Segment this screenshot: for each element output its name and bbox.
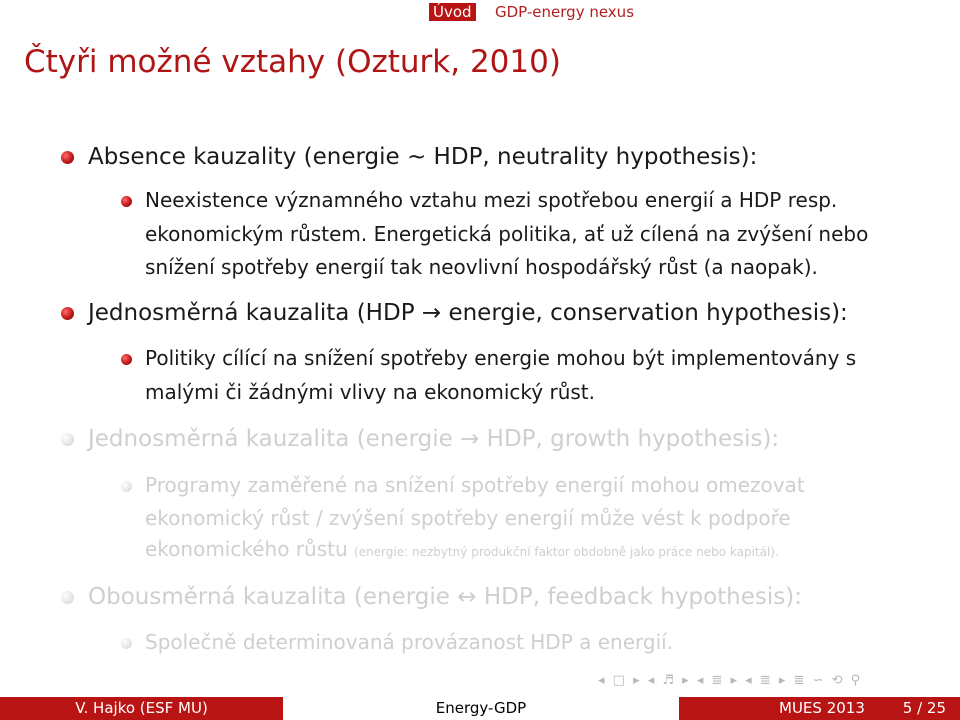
footer <box>0 697 960 720</box>
footer-title: Energy-GDP <box>283 697 679 720</box>
item-2-sub-line-1: Politiky cílící na snížení spotřeby energie mohou být implementovány s <box>145 346 857 370</box>
bullet-icon <box>61 591 74 604</box>
item-1-label: Absence kauzality (energie ∼ HDP, neutrality hypothesis): <box>88 144 758 170</box>
item-4-label: Obousměrná kauzalita (energie ↔ HDP, feedback hypothesis): <box>88 584 802 610</box>
item-3-label: Jednosměrná kauzalita (energie → HDP, growth hypothesis): <box>88 426 780 452</box>
sub-bullet-icon <box>121 638 132 649</box>
item-2-sub-line-2: malými či žádnými vlivy na ekonomický růst. <box>145 380 595 404</box>
sub-bullet-icon <box>121 354 132 365</box>
item-3-sub-line-1: Programy zaměřené na snížení spotřeby energií mohou omezovat <box>145 473 805 497</box>
item-4-sub-line-1: Společně determinovaná provázanost HDP a energií. <box>145 630 674 654</box>
item-3-sub-line-2: ekonomický růst / zvýšení spotřeby energií může vést k podpoře <box>145 506 791 530</box>
nav-section-gdp-energy[interactable]: GDP-energy nexus <box>495 3 635 21</box>
item-1-sub-line-2: ekonomickým růstem. Energetická politika, ať už cílená na zvýšení nebo <box>145 222 869 246</box>
item-3-sub-line-3 <box>145 534 779 568</box>
footer-right <box>679 697 960 720</box>
item-1-sub-line-1: Neexistence významného vztahu mezi spotřebou energií a HDP resp. <box>145 188 838 212</box>
footer-event: MUES 2013 <box>779 699 865 717</box>
nav-section-uvod[interactable]: Úvod <box>429 3 476 21</box>
sub-bullet-icon <box>121 481 132 492</box>
top-navigation <box>0 0 960 24</box>
footer-author: V. Hajko (ESF MU) <box>0 697 283 720</box>
navigation-symbols[interactable]: ◂ □ ▸ ◂ ♬ ▸ ◂ ≣ ▸ ◂ ≣ ▸ ≣ ∽ ⟲ ⚲ <box>598 673 863 688</box>
footer-page-number: 5 / 25 <box>902 699 946 717</box>
item-3-note: (energie: nezbytný produkční faktor obdobně jako práce nebo kapitál). <box>354 545 779 559</box>
slide-title: Čtyři možné vztahy (Ozturk, 2010) <box>24 44 561 80</box>
bullet-icon <box>61 433 74 446</box>
bullet-icon <box>61 307 74 320</box>
item-1-sub-line-3: snížení spotřeby energií tak neovlivní hospodářský růst (a naopak). <box>145 255 818 279</box>
bullet-icon <box>61 151 74 164</box>
item-2-label: Jednosměrná kauzalita (HDP → energie, conservation hypothesis): <box>88 300 848 326</box>
item-3-sub-line-3-text: ekonomického růstu <box>145 537 348 561</box>
sub-bullet-icon <box>121 196 132 207</box>
